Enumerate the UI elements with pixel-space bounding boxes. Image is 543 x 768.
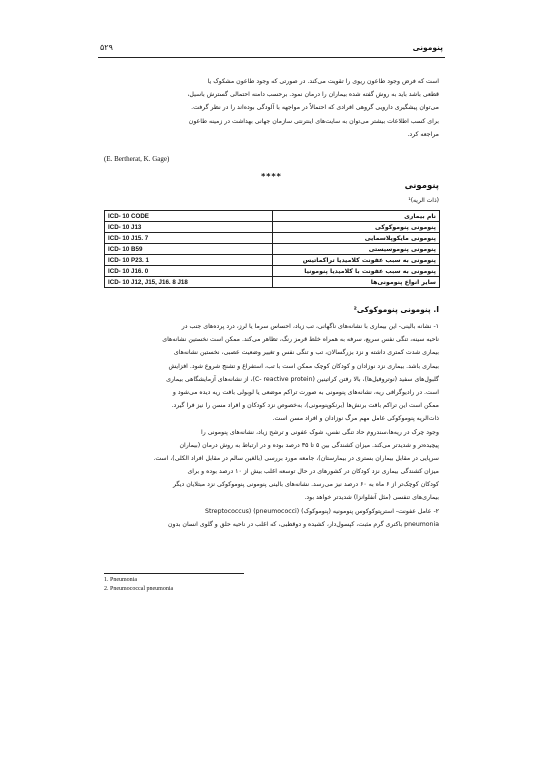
text-line: ممکن است این تراکم بافت برنش‌ها (برنکوپنومونی)، به‌خصوص نزد کودکان و افراد مسن را نیز فرا گیرد. xyxy=(171,402,439,410)
text-line: بیماری باشد. بیماری نزد نوزادان و کودکان کوچک ممکن است با تب، استفراغ و تشنج شروع شود. افزایش xyxy=(168,362,439,370)
citation: (E. Bertherat, K. Gage) xyxy=(104,155,170,163)
text-line: ۱- نشانه بالینی- این بیماری با نشانه‌های ناگهانی، تب زیاد، احساس سرما یا لرز، درد پرده‌های جنب در xyxy=(181,323,439,330)
text-line: سرپایی در مقابل بیماران بستری در بیمارستان)، جامعه مورد بررسی (بالغین سالم در مقابل افراد الکلی)، است. xyxy=(153,454,439,462)
text-line: ناحیه سینه، تنگی نفس سریع، سرفه به همراه خلط قرمز رنگ، تظاهر می‌کند. ممکن است نخستین نشانه‌های xyxy=(162,336,439,344)
text-line: ۲- عامل عفونت- استرپتوکوکوس پنومونیه (پنوموکوک) (pneumococci) (Streptococcus xyxy=(205,507,439,515)
text-line: پیچیده‌تر و شدیدتر می‌کند. میزان کشندگی بین ۵ تا ۳۵ درصد بوده و در ارتباط به روش درمان (بیماران xyxy=(179,441,439,449)
footnote-rule xyxy=(104,573,244,574)
text-line: گلبول‌های سفید (نوتروفیل‌ها)، بالا رفتن کراتینین (C- reactive protein)، از نشانه‌های آزمایشگاهی بیماری xyxy=(166,375,439,383)
icd-code-cell: ICD- 10 CODE xyxy=(105,211,273,222)
disease-name-cell: پنومونی مایکوپلاسمایی xyxy=(272,233,440,244)
table-row xyxy=(105,266,440,277)
icd-table xyxy=(104,210,440,288)
section-separator: **** xyxy=(261,172,282,181)
table-row xyxy=(105,211,440,222)
section-subtitle: (ذات الریه)¹ xyxy=(408,197,439,204)
running-header-title: پنومونی xyxy=(412,43,443,52)
icd-code-cell: ICD- 10 J16. 0 xyxy=(105,266,273,277)
table-row xyxy=(105,277,440,288)
header-rule xyxy=(98,57,445,58)
page-number: ۵۲۹ xyxy=(100,43,113,52)
table-row xyxy=(105,255,440,266)
intro-paragraph xyxy=(104,75,439,141)
text-line: بیماری شدت کمتری داشته و نزد بزرگسالان، تب و تنگی نفس و تغییر وضعیت عصبی، نخستین نشانه‌های xyxy=(173,349,439,357)
icd-code-cell: ICD- 10 J12, J15, J16. 8 J18 xyxy=(105,277,273,288)
text-line: میزان کشندگی بیماری نزد کودکان در کشورهای در حال توسعه اغلب بیش از ۱۰ درصد بوده و برای xyxy=(187,468,439,476)
disease-name-cell: نام بیماری xyxy=(272,211,440,222)
text-line: بیماری‌های تنفسی (مثل آنفلوانزا) شدیدتر خواهد بود. xyxy=(304,494,439,502)
icd-code-cell: ICD- 10 P23. 1 xyxy=(105,255,273,266)
text-line: کودکان کوچک‌تر از ۶ ماه به ۶۰ درصد نیز می‌رسد. نشانه‌های بالینی پنومونی پنوموکوکی نزد مبتلایان دیگر xyxy=(172,481,439,489)
subsection-heading: I. پنومونی پنوموکوکی² xyxy=(353,305,439,314)
text-line: مراجعه کرد. xyxy=(407,130,439,138)
icd-code-cell: ICD- 10 B59 xyxy=(105,244,273,255)
section-title: پنومونی xyxy=(404,181,439,191)
icd-code-cell: ICD- 10 J13 xyxy=(105,222,273,233)
text-line: است. در رادیوگرافی ریه، نشانه‌های پنومونی به صورت تراکم موضعی یا لوبولی بافت ریه دیده می‌شود و xyxy=(172,388,439,396)
body-paragraph xyxy=(104,320,439,531)
icd-code-cell: ICD- 10 J15. 7 xyxy=(105,233,273,244)
text-line: می‌توان پیشگیری دارویی گروهی افرادی که احتمالاً در مواجهه با آلودگی بوده‌اند را در نظر گرفت. xyxy=(191,104,439,112)
text-line: قطعی باشد باید به روش گفته شده بیماران را درمان نمود. برحسب دامنه احتمالی گسترش باسیل، xyxy=(187,91,439,99)
disease-name-cell: پنومونی به سبب عفونت کلامیدیا تراکماتیس xyxy=(272,255,440,266)
text-line: ذات‌الریه پنوموکوکی عامل مهم مرگ نوزادان و افراد مسن است. xyxy=(272,415,439,423)
table-row xyxy=(105,244,440,255)
disease-name-cell: سایر انواع پنومونی‌ها xyxy=(272,277,440,288)
footnote: 1. Pneumonia xyxy=(104,577,137,583)
text-line: است که فرض وجود طاعون ریوی را تقویت می‌کند. در صورتی که وجود طاعون مشکوک یا xyxy=(207,78,439,85)
text-line: وجود چرک در ریه‌ها،سندروم حاد تنگی نفس، شوک عفونی و ترشح زیاد، نشانه‌های پنومونی را xyxy=(201,428,439,436)
text-line: pneumonia باکتری گرم مثبت، کپسول‌دار، کشیده و دوقطبی، که اغلب در ناحیه حلق و گلوی انسان بدون xyxy=(167,520,439,528)
text-line: برای کسب اطلاعات بیشتر می‌توان به سایت‌های اینترنتی سازمان جهانی بهداشت در زمینه طاعون xyxy=(188,117,439,125)
disease-name-cell: پنومونی پنوموکوکی xyxy=(272,222,440,233)
table-row xyxy=(105,222,440,233)
disease-name-cell: پنومونی پنوموسیستی xyxy=(272,244,440,255)
table-row xyxy=(105,233,440,244)
footnote: 2. Pneumococcal pneumonia xyxy=(104,586,174,592)
disease-name-cell: پنومونی به سبب عفونت با کلامیدیا پنومونیا xyxy=(272,266,440,277)
